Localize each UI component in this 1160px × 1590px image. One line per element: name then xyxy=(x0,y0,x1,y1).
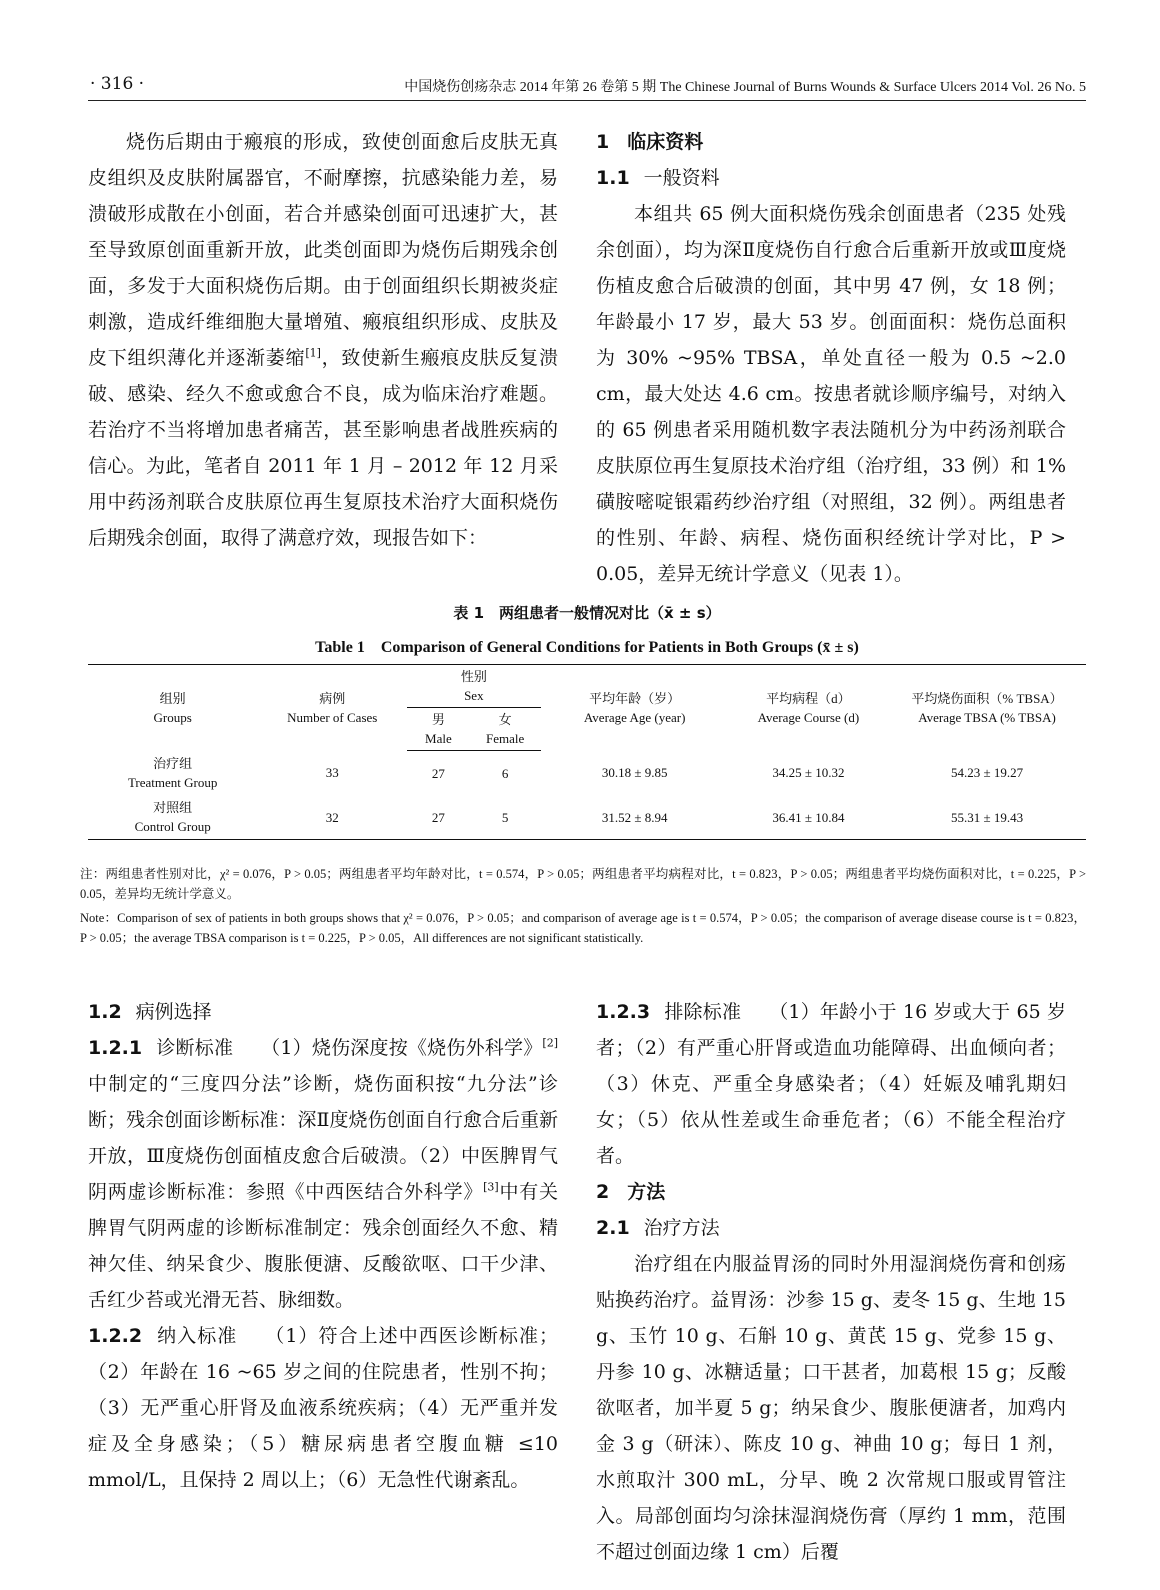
citation-ref[interactable]: [2] xyxy=(542,1036,558,1050)
header-sex: 性别 Sex xyxy=(407,665,540,708)
cell-tbsa: 55.31 ± 19.43 xyxy=(888,795,1086,840)
table-note-cn: 注：两组患者性别对比，χ² = 0.076，P > 0.05；两组患者平均年龄对比，t = 0.574，P > 0.05；两组患者平均病程对比，t = 0.823，P > 0.05；两组患者平均烧伤面积对比，t = 0.225，P > 0.05，差异均无统计学意义。 xyxy=(80,867,1086,901)
header-cases: 病例 Number of Cases xyxy=(257,665,407,751)
table-1 xyxy=(88,664,1086,840)
cell-age: 31.52 ± 8.94 xyxy=(541,795,729,840)
right-column-bottom xyxy=(596,994,1066,1570)
cell-male: 27 xyxy=(431,765,445,781)
running-header xyxy=(88,72,1086,101)
subsection-heading: 2.1 治疗方法 xyxy=(596,1217,720,1239)
right-column-top xyxy=(596,124,1066,592)
cell-female: 6 xyxy=(501,765,509,781)
cell-male: 27 xyxy=(407,795,470,840)
journal-title: 中国烧伤创疡杂志 2014 年第 26 卷第 5 期 The Chinese Journal of Burns Wounds & Surface Ulcers 2014 Vol. 26 No. 5 xyxy=(404,80,1086,95)
citation-ref[interactable]: [1] xyxy=(305,346,321,360)
page-number: · 316 · xyxy=(90,74,145,94)
cell-course: 34.25 ± 10.32 xyxy=(772,765,845,781)
left-column-bottom xyxy=(88,994,558,1498)
cell-group: 对照组 Control Group xyxy=(88,795,257,840)
cell-cases: 32 xyxy=(257,795,407,840)
diagnostic-criteria: 1.2.1 诊断标准 （1）烧伤深度按《烧伤外科学》[2]中制定的“三度四分法”诊断，烧伤面积按“九分法”诊断；残余创面诊断标准：深Ⅱ度烧伤创面自行愈合后重新开放，Ⅲ度烧伤创面植皮愈合后破溃。（2）中医脾胃气阴两虚诊断标准：参照《中西医结合外科学》[3]中有关脾胃气阴两虚的诊断标准制定：残余创面经久不愈、精神欠佳、纳呆食少、腹胀便溏、反酸欲呕、口干少津、舌红少苔或光滑无苔、脉细数。 xyxy=(88,1036,558,1311)
header-tbsa: 平均烧伤面积（% TBSA） Average TBSA (% TBSA) xyxy=(888,665,1086,751)
cell-female: 5 xyxy=(470,795,541,840)
treatment-paragraph: 治疗组在内服益胃汤的同时外用湿润烧伤膏和创疡贴换药治疗。益胃汤：沙参 15 g、麦冬 15 g、生地 15 g、玉竹 10 g、石斛 10 g、黄芪 15 g、党参 15 g、丹参 10 g、冰糖适量；口干甚者，加葛根 15 g；反酸欲呕者，加半夏 5 g；纳呆食少、腹胀便溏者，加鸡内金 3 g（研沫）、陈皮 10 g、神曲 10 g；每日 1 剂，水煎取汁 300 mL，分早、晚 2 次常规口服或胃管注入。局部创面均匀涂抹湿润烧伤膏（厚约 1 mm，范围不超过创面边缘 1 cm）后覆 xyxy=(596,1253,1066,1563)
header-groups: 组别 Groups xyxy=(88,665,257,751)
cell-course: 36.41 ± 10.84 xyxy=(729,795,888,840)
table-caption-en: Table 1 Comparison of General Conditions for Patients in Both Groups (x̄ ± s) xyxy=(315,639,859,656)
cell-age: 30.18 ± 9.85 xyxy=(601,765,668,781)
table-caption-cn: 表 1 两组患者一般情况对比（x̄ ± s） xyxy=(453,604,721,622)
header-male: 男 Male xyxy=(407,708,470,751)
inclusion-criteria: 1.2.2 纳入标准 （1）符合上述中西医诊断标准；（2）年龄在 16 ~65 岁之间的住院患者，性别不拘；（3）无严重心肝肾及血液系统疾病；（4）无严重并发症及全身感染；（5）糖尿病患者空腹血糖 ≤10 mmol/L，且保持 2 周以上；（6）无急性代谢紊乱。 xyxy=(88,1325,558,1491)
general-data-paragraph: 本组共 65 例大面积烧伤残余创面患者（235 处残余创面），均为深Ⅱ度烧伤自行愈合后重新开放或Ⅲ度烧伤植皮愈合后破溃的创面，其中男 47 例，女 18 例；年龄最小 17 岁，最大 53 岁。创面面积：烧伤总面积为 30% ~95% TBSA，单处直径一般为 0.5 ~2.0 cm，最大处达 4.6 cm。按患者就诊顺序编号，对纳入的 65 例患者采用随机数字表法随机分为中药汤剂联合皮肤原位再生复原技术治疗组（治疗组，33 例）和 1% 磺胺嘧啶银霜药纱治疗组（对照组，32 例）。两组患者的性别、年龄、病程、烧伤面积经统计学对比，P > 0.05，差异无统计学意义（见表 1）。 xyxy=(596,203,1066,585)
left-column-top xyxy=(88,124,558,556)
header-age: 平均年龄（岁） Average Age (year) xyxy=(541,665,729,751)
table-row xyxy=(88,795,1086,840)
table-note-en: Note：Comparison of sex of patients in both groups shows that χ² = 0.076，P > 0.05；and comparison of average age is t = 0.574，P > 0.05；the comparison of average disease course is t = 0.823，P > 0.05；the average TBSA comparison is t = 0.225，P > 0.05，All differences are not significant statistically. xyxy=(80,911,1086,945)
table-row xyxy=(88,751,1086,796)
citation-ref[interactable]: [3] xyxy=(483,1180,499,1194)
section-heading: 1 临床资料 xyxy=(596,131,704,153)
subsection-heading: 1.2 病例选择 xyxy=(88,1001,212,1023)
intro-paragraph: 烧伤后期由于瘢痕的形成，致使创面愈后皮肤无真皮组织及皮肤附属器官，不耐摩擦，抗感染能力差，易溃破形成散在小创面，若合并感染创面可迅速扩大，甚至导致原创面重新开放，此类创面即为烧伤后期残余创面，多发于大面积烧伤后期。由于创面组织长期被炎症刺激，造成纤维细胞大量增殖、瘢痕组织形成、皮肤及皮下组织薄化并逐渐萎缩[1]，致使新生瘢痕皮肤反复溃破、感染、经久不愈或愈合不良，成为临床治疗难题。若治疗不当将增加患者痛苦，甚至影响患者战胜疾病的信心。为此，笔者自 2011 年 1 月 – 2012 年 12 月采用中药汤剂联合皮肤原位再生复原技术治疗大面积烧伤后期残余创面，取得了满意疗效，现报告如下： xyxy=(88,131,558,549)
section-heading: 2 方法 xyxy=(596,1181,666,1203)
header-female: 女 Female xyxy=(470,708,541,751)
header-course: 平均病程（d） Average Course (d) xyxy=(729,665,888,751)
cell-cases: 33 xyxy=(325,765,339,781)
cell-tbsa: 54.23 ± 19.27 xyxy=(950,765,1024,781)
subsection-heading: 1.1 一般资料 xyxy=(596,167,720,189)
exclusion-criteria: 1.2.3 排除标准 （1）年龄小于 16 岁或大于 65 岁者；（2）有严重心肝肾或造血功能障碍、出血倾向者；（3）休克、严重全身感染者；（4）妊娠及哺乳期妇女；（5）依从性差或生命垂危者；（6）不能全程治疗者。 xyxy=(596,1001,1066,1167)
cell-group: 治疗组 Treatment Group xyxy=(127,755,218,790)
